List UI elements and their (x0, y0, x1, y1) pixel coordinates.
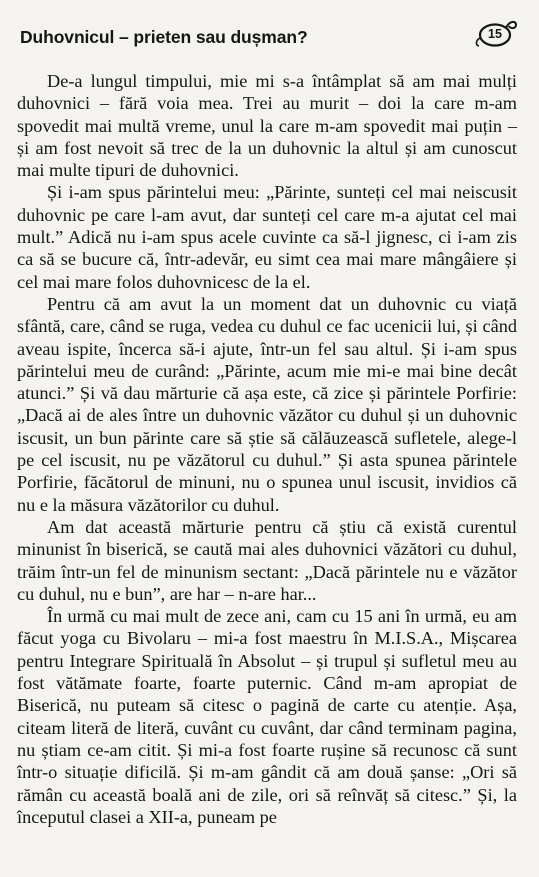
page-header (17, 18, 517, 48)
paragraph: Am dat această mărturie pentru că știu că există curentul minunist în biserică, se caută mai ales duhovnici văzători cu duhul, trăim într-un fel de minunism sectant: „Dacă părintele nu e văzător cu duhul, nu e bun”, are har – n-are har... (17, 516, 517, 604)
running-title: Duhovnicul – prieten sau dușman? (20, 26, 308, 47)
page-number: 15 (488, 27, 502, 41)
paragraph: În urmă cu mai mult de zece ani, cam cu 15 ani în urmă, eu am făcut yoga cu Bivolaru – mi-a fost maestru în M.I.S.A., Mișcarea pentru Integrare Spirituală în Absolut – și trupul și sufletul meu au fost vătămate foarte, foarte puternic. Când m-am apropiat de Biserică, nu puteam să citesc o pagină de carte cu atenție. Așa, citeam literă de literă, cuvânt cu cuvânt, dar când terminam pagina, nu știam ce-am citit. Și mi-a fost foarte rușine să recunosc că sunt într-o situație dificilă. Și m-am gândit că am două șanse: „Ori să rămân cu această boală ani de zile, ori să reînvăț să citesc.” Și, la începutul clasei a XII-a, puneam pe (17, 606, 517, 827)
page-number-badge (473, 16, 517, 50)
paragraph: Și i-am spus părintelui meu: „Părinte, sunteți cel mai neiscusit duhovnic pe care l-am avut, dar sunteți cel care m-a ajutat cel mai mult.” Adică nu i-am spus acele cuvinte ca să-l jignesc, ci i-am zis ca să se bucure că, într-adevăr, eu simt cea mai mare mângâiere și cel mai mare folos duhovnicesc de la el. (17, 182, 517, 292)
paragraph: Pentru că am avut la un moment dat un duhovnic cu viață sfântă, care, când se ruga, vedea cu duhul ce fac ucenicii lui, și când aveau ispite, încerca să-i ajute, într-un fel sau altul. Și i-am spus părintelui meu de curând: „Părinte, acum mie mi-e mai bine decât atunci.” Și vă dau mărturie că așa este, că zice și părintele Porfirie: „Dacă ai de ales între un duhovnic văzător cu duhul și un duhovnic iscusit, un bun părinte care să știe să călăuzească sufletele, alege-l pe cel iscusit, nu pe văzătorul cu duhul.” Și asta spunea părintele Porfirie, făcătorul de minuni, nu o spunea unul iscusit, invidios că nu e la măsura văzătorilor cu duhul. (17, 293, 517, 515)
body-text (17, 70, 517, 828)
paragraph: De-a lungul timpului, mie mi s-a întâmplat să am mai mulți duhovnici – fără voia mea. Trei au murit – doi la care m-am spovedit mai multă vreme, unul la care m-am spovedit mai puțin – și am fost nevoit să trec de la un duhovnic la altul și am cunoscut mai multe tipuri de duhovnici. (17, 71, 517, 181)
